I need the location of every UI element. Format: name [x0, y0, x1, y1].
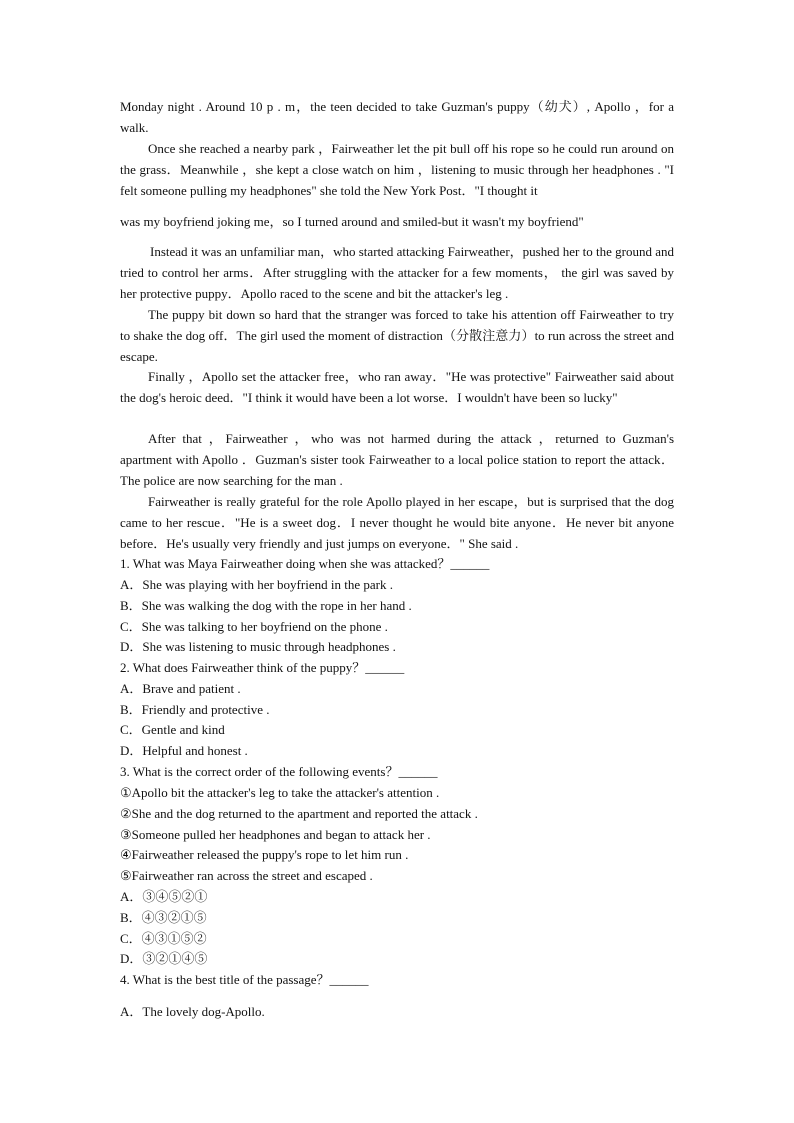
question-stem: 1. What was Maya Fairweather doing when she was attacked？______: [120, 556, 490, 571]
answer-option: B．Friendly and protective .: [120, 702, 270, 717]
passage-paragraph: After that ，Fairweather ，who was not harmed during the attack ，returned to Guzman's apartment with Apollo ．Guzman's sister took Fairweather to a local police station to report the attack．The police are now searching for the man .: [120, 431, 674, 488]
question-stem: 3. What is the correct order of the following events？______: [120, 764, 438, 779]
passage-paragraph: Finally ，Apollo set the attacker free，who ran away．"He was protective" Fairweather said about the dog's heroic deed．"I think it would have been a lot worse．I wouldn't have been so lucky": [120, 369, 674, 405]
answer-option: A．She was playing with her boyfriend in the park .: [120, 577, 393, 592]
event-item: ①Apollo bit the attacker's leg to take the attacker's attention .: [120, 785, 440, 800]
question-stem: 2. What does Fairweather think of the puppy？______: [120, 660, 405, 675]
passage-paragraph: Monday night . Around 10 p . m，the teen decided to take Guzman's puppy（幼犬）, Apollo ，for a walk.: [120, 99, 674, 135]
event-item: ②She and the dog returned to the apartment and reported the attack .: [120, 806, 478, 821]
answer-option: C．④③①⑤②: [120, 931, 207, 946]
event-item: ④Fairweather released the puppy's rope to let him run .: [120, 847, 409, 862]
answer-option: A．The lovely dog-Apollo.: [120, 1004, 265, 1019]
question-stem: 4. What is the best title of the passage？______: [120, 972, 369, 987]
answer-option: D．③②①④⑤: [120, 951, 208, 966]
answer-option: D．She was listening to music through headphones .: [120, 639, 396, 654]
event-item: ③Someone pulled her headphones and began to attack her .: [120, 827, 431, 842]
answer-option: A．Brave and patient .: [120, 681, 241, 696]
answer-option: A．③④⑤②①: [120, 889, 208, 904]
answer-option: D．Helpful and honest .: [120, 743, 248, 758]
event-item: ⑤Fairweather ran across the street and escaped .: [120, 868, 373, 883]
passage-paragraph: Once she reached a nearby park ，Fairweather let the pit bull off his rope so he could run around on the grass．Meanwhile ，she kept a close watch on him ，listening to music through her headphones . "I felt someone pulling my headphones" she told the New York Post．"I thought it: [120, 141, 674, 198]
passage-paragraph: The puppy bit down so hard that the stranger was forced to take his attention off Fairweather to try to shake the dog off．The girl used the moment of distraction（分散注意力）to run across the street and escape.: [120, 307, 674, 364]
passage-paragraph: Fairweather is really grateful for the role Apollo played in her escape，but is surprised that the dog came to her rescue．"He is a sweet dog．I never thought he would bite anyone．He never bit anyone before．He's usually very friendly and just jumps on everyone．" She said .: [120, 494, 674, 551]
passage-paragraph: Instead it was an unfamiliar man，who started attacking Fairweather，pushed her to the ground and tried to control her arms．After struggling with the attacker for a few moments， the girl was saved by her protective puppy．Apollo raced to the scene and bit the attacker's leg .: [120, 244, 674, 301]
answer-option: C．She was talking to her boyfriend on the phone .: [120, 619, 388, 634]
passage-paragraph-tail: was my boyfriend joking me，so I turned around and smiled-but it wasn't my boyfriend": [120, 214, 584, 229]
answer-option: B．She was walking the dog with the rope in her hand .: [120, 598, 412, 613]
answer-option: C．Gentle and kind: [120, 722, 225, 737]
answer-option: B．④③②①⑤: [120, 910, 207, 925]
